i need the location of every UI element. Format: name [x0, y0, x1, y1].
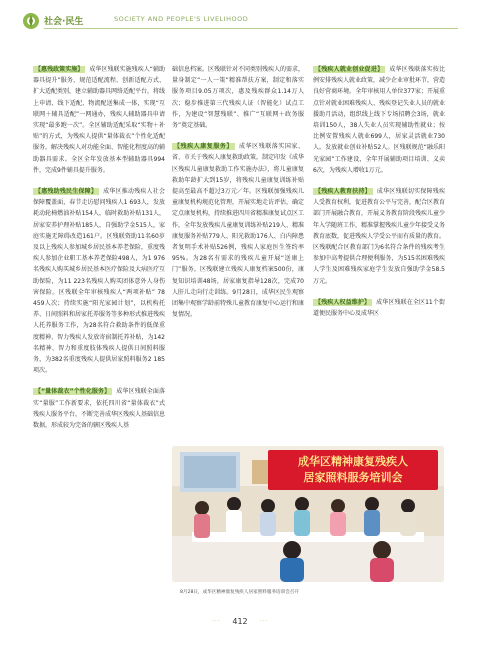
header-divider [44, 28, 458, 29]
paragraph-text: 成华区残联落实按比例安排残疾人就业政策，减少企业审批环节，营造良好营商环境。全年审核用人单位377家；开展重点针对就业困难残疾人、残疾登记失业人员的就业援助月活动，组织线上线下专场招聘会3场，就业培训150人，38人失业人员实现辅助性就业；按比例安置残疾人就业699人，居家灵活就业730人。发放就业创业补贴52人。区残联规范“融乐阳光家园”工作建设，全年开展辅助项目培训、义卖6次，为残疾人增收1万元。 [313, 66, 446, 174]
paragraph [313, 297, 445, 319]
page-number-text: 412 [232, 617, 248, 626]
paragraph [313, 64, 445, 176]
paragraph-text: 成华区残联落实国家、省、市关于残疾人康复救助政策，制定印发《成华区残疾儿童康复救助工作实施办法》，将儿童康复救助年龄扩大到15岁，将残疾儿童康复训练补贴提高至最高不超过3万元／年。区残联加强残疾儿童康复机构规范化管理，开展实地走访评估，确定定点康复机构，持续推进四川省精准康复试点区工作，全年发放残疾儿童康复训练补贴219人、精准康复服务补贴779人、阳光救助176人、白内障患者复明手术补贴526例，残疾人家庭医生签约率95%。为28名有需求的残疾儿童开展“送康上门”服务。区残联建立残疾人康复档案500份，康复知识培训48场，居家康复指导128次，完成70人肝儿走向行走训练。9月28日，成华区民生观察团集中观察学龄前特殊儿童教育康复中心运行和康复情况。 [172, 143, 305, 319]
banner-line-2: 居家照料服务培训会 [303, 471, 403, 484]
photo-caption: 8月28日，成华区精神康复残疾人居家照料服务培训会召开 [180, 590, 300, 595]
paragraph [313, 186, 445, 287]
section-tag: 【惠残政策实施】 [35, 66, 84, 73]
page-number-decoration: ··· [212, 618, 221, 625]
page-number-decoration: ··· [259, 618, 268, 625]
training-photo [172, 446, 444, 582]
section-logo-icon [22, 12, 40, 30]
page-number [212, 616, 268, 630]
paragraph [33, 186, 165, 376]
section-tag: 【残疾人权益维护】 [315, 298, 371, 306]
section-tag: 【惠残助残民生保障】 [35, 188, 98, 196]
paragraph [172, 64, 304, 131]
paragraph [172, 141, 304, 320]
column-1 [33, 64, 165, 441]
paragraph [33, 386, 165, 431]
paragraph-text: 成华区残联切实保障残疾人受教育权利，促进教育公平与完善，配合区教育部门开展融合教育，开展义务教育阶段残疾儿童少年入学随班工作，精准掌握残疾儿童少年接受义务教育底数，促进残疾人学受公平而有质量的教育。区残联配合区教育部门为6名符合条件的残疾考生参加中高考提供合理便利服务，为515名困难残疾人学生及困难残疾家庭学生发放自强助学金58.5万元。 [313, 188, 446, 285]
section-tag: 【“量体裁衣”个性化服务】 [35, 388, 111, 396]
paragraph-text: 成华区推动残疾人社会保障覆盖面，春节走访慰问残疾人1 693人，发放耗动轮椅燃油补贴154人，临时救助补贴131人，居家安养护理补贴185人，自强助学金515人，家庭实施无障碍改造161户。区残联资助11名60岁及以上残疾人参加城乡居民基本养老保险，重度残疾人参加企业职工基本养老保险498人，为1 976名残疾人购买城乡居民基本医疗保险及大病医疗互助保险，为11 223名残疾人购买团体意外人身伤害保险。区残联全年审核残疾人“两项补贴” 78 459人次；持续实施“阳光家园计划”，以机构托养、日间照料和居家托养服务等多种形式推进残疾人托养服务工作，为28名符合救助条件的低保重度精神、智力残疾人发放寄宿制托养补贴，为142名精神、智力和重度肢体残疾人提供日间照料服务，为382名重度残疾人提供居家照料服务2 185项次。 [33, 188, 166, 375]
section-title: 社会·民生 [44, 17, 84, 27]
page-header [22, 12, 458, 30]
paragraph-text: 础信息档案。区残联针对不同类别残疾人的需求，量身制定“一人一策”精准帮扶方案，制定和落实服务项目9.05万项次，惠及残疾群众1.14万人次；稳步推进第三代残疾人证（智能化）试点工作，为建设“智慧残联”、推广“互联网＋政务服务”奠定基础。 [172, 66, 305, 130]
banner-line-1: 成华区精神康复残疾人 [298, 455, 408, 468]
paragraph-text: 成华区残联全面落实“量服”工作新要求，依托四川省“量体裁衣”式残疾人服务平台，不断完善成华区残疾人基础信息数据，形成较为完备的辖区残疾人基 [33, 388, 166, 430]
section-subtitle: SOCIETY AND PEOPLE'S LIVELIHOOD [114, 15, 249, 23]
section-tag: 【残疾人就业创业促进】 [315, 66, 384, 73]
paragraph [33, 64, 165, 176]
column-3 [313, 64, 445, 329]
section-tag: 【残疾人教育扶持】 [315, 188, 371, 196]
section-tag: 【残疾人康复服务】 [174, 143, 233, 151]
photo-illustration [172, 446, 444, 582]
column-2 [172, 64, 304, 330]
paragraph-text: 成华区残联在全区11个街道便民服务中心及成华区 [313, 298, 445, 318]
paragraph-text: 成华区残联实施残疾人“辅助器具提升”服务，规范适配流程、创新适配方式、扩大适配类别，建立辅助器具网络适配平台，将线上申请、线下适配、物流配送集成一体，实现“互联网＋辅具适配”一网通办，残疾人辅助器具申请实现“最多跑一次”。全区辅助适配采取“实物＋补贴”的方式，为残疾人提供“量体裁衣”个性化适配服务，解决残疾人对功能全面、智能化程度高的辅助器具需求。全区全年发放基本型辅助器具994件，完成9件辅具提升服务。 [33, 66, 166, 174]
